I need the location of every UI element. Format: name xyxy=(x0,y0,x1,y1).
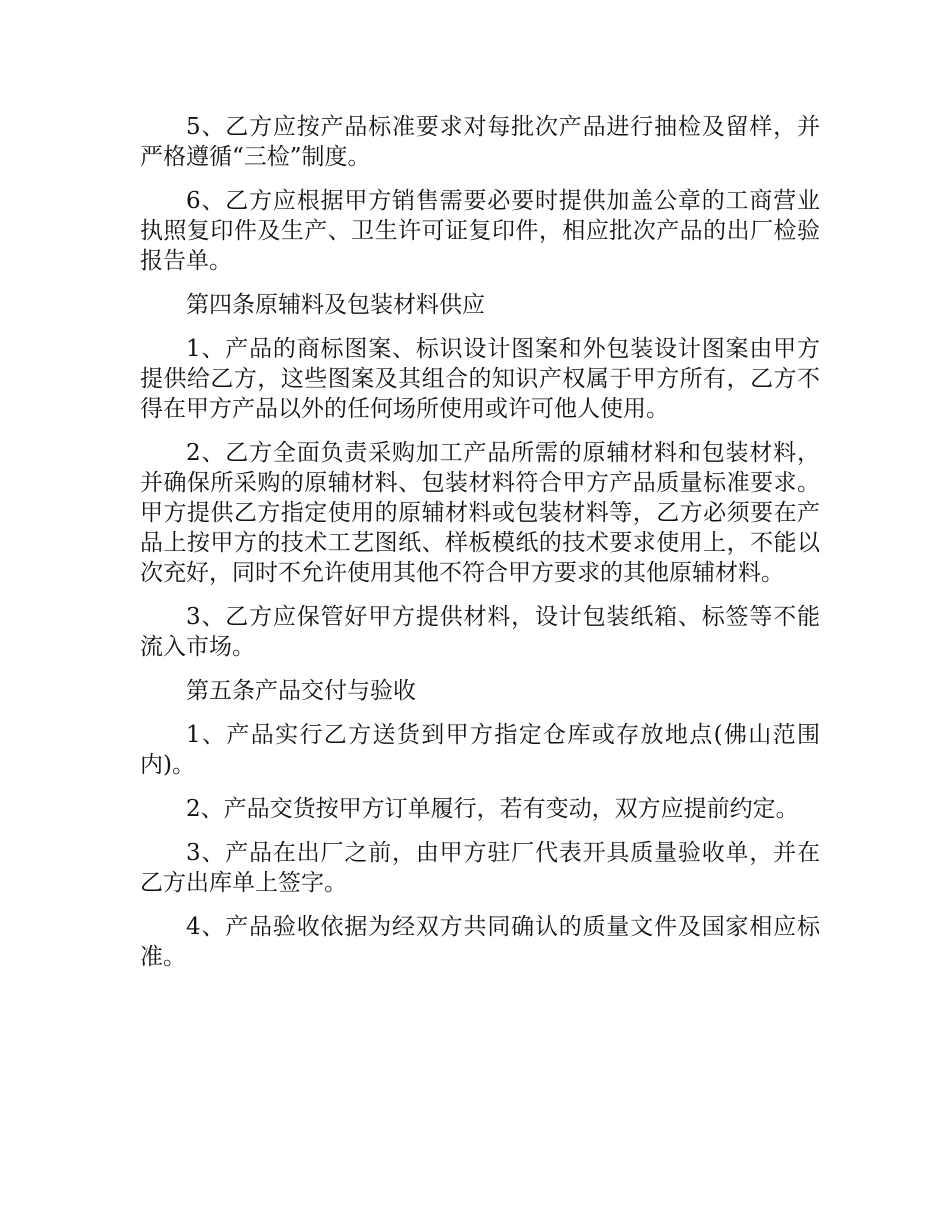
clause-3-5: 5、乙方应按产品标准要求对每批次产品进行抽检及留样，并严格遵循“三检”制度。 xyxy=(140,114,820,170)
clause-4-3: 3、乙方应保管好甲方提供材料，设计包装纸箱、标签等不能流入市场。 xyxy=(140,604,820,660)
clause-5-4: 4、产品验收依据为经双方共同确认的质量文件及国家相应标准。 xyxy=(140,914,820,970)
article-5-heading: 第五条产品交付与验收 xyxy=(186,678,416,704)
clause-5-3: 3、产品在出厂之前，由甲方驻厂代表开具质量验收单，并在乙方出库单上签字。 xyxy=(140,840,820,896)
clause-5-1: 1、产品实行乙方送货到甲方指定仓库或存放地点(佛山范围内)。 xyxy=(140,722,820,778)
clause-5-2: 2、产品交货按甲方订单履行，若有变动，双方应提前约定。 xyxy=(186,796,799,822)
clause-3-6: 6、乙方应根据甲方销售需要必要时提供加盖公章的工商营业执照复印件及生产、卫生许可证复印件，相应批次产品的出厂检验报告单。 xyxy=(140,188,820,274)
clause-4-2: 2、乙方全面负责采购加工产品所需的原辅材料和包装材料，并确保所采购的原辅材料、包装材料符合甲方产品质量标准要求。甲方提供乙方指定使用的原辅材料或包装材料等，乙方必须要在产品上按甲方的技术工艺图纸、样板模纸的技术要求使用上，不能以次充好，同时不允许使用其他不符合甲方要求的其他原辅材料。 xyxy=(140,440,820,586)
article-4-heading: 第四条原辅料及包装材料供应 xyxy=(186,292,485,318)
document-page xyxy=(140,112,820,986)
clause-4-1: 1、产品的商标图案、标识设计图案和外包装设计图案由甲方提供给乙方，这些图案及其组合的知识产权属于甲方所有，乙方不得在甲方产品以外的任何场所使用或许可他人使用。 xyxy=(140,336,820,422)
